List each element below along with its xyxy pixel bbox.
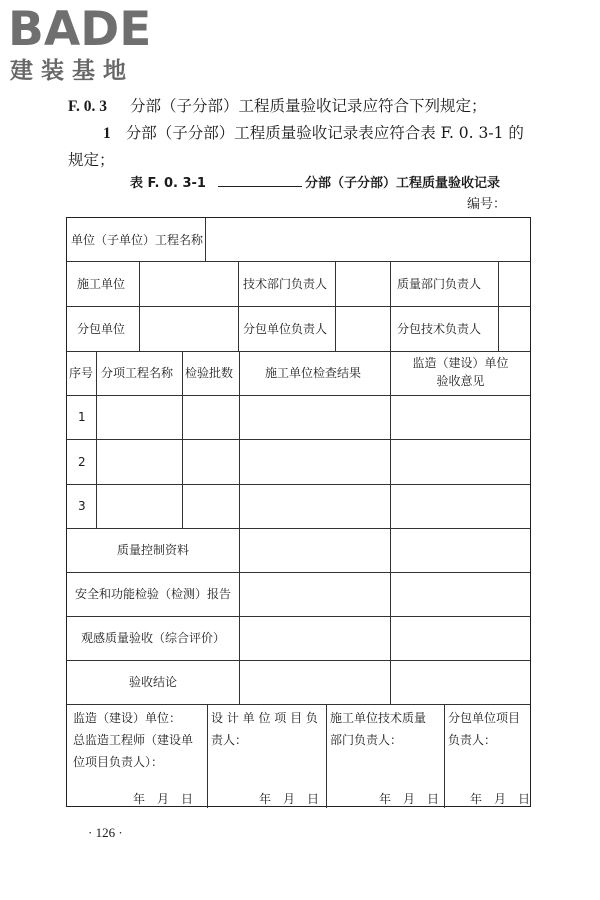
row-number-1: 1 [78, 410, 86, 424]
construction-date: 年 月 日 [379, 792, 440, 806]
col-divider [390, 351, 391, 704]
sub-head-label: 分包单位负责人 [243, 322, 328, 336]
col-divider [96, 351, 97, 528]
clause-number: 1 [103, 125, 111, 142]
supervision-date: 年 月 日 [133, 792, 194, 806]
construction-sign-line1: 施工单位技术质量 [330, 711, 427, 725]
quality-docs-label: 质量控制资料 [116, 543, 189, 557]
row-divider [67, 704, 530, 705]
page-number: · 126 · [88, 825, 123, 840]
clause-text: 分部（子分部）工程质量验收记录表应符合表 F. 0. 3-1 的 [125, 124, 524, 142]
row-divider [67, 439, 530, 440]
clause-1 [103, 121, 524, 143]
subcontract-date: 年 月 日 [470, 792, 531, 806]
safety-report-label: 安全和功能检验（检测）报告 [74, 587, 231, 601]
row-divider [67, 660, 530, 661]
col-divider [205, 218, 206, 261]
design-sign-line2: 责人： [211, 733, 248, 747]
table-number: 表 F. 0. 3-1 [130, 176, 206, 191]
conclusion-label: 验收结论 [128, 675, 177, 689]
col-divider [498, 261, 499, 351]
row-number-2: 2 [78, 455, 86, 469]
col-item-header: 分项工程名称 [101, 366, 174, 380]
col-divider [390, 261, 391, 351]
design-date: 年 月 日 [259, 792, 320, 806]
col-divider [238, 261, 239, 351]
tech-head-label: 技术部门负责人 [243, 277, 328, 291]
row-divider [67, 306, 530, 307]
appearance-label: 观感质量验收（综合评价） [80, 631, 225, 645]
logo-subtitle: 建装基地 [10, 58, 134, 84]
clause-continuation: 规定； [68, 151, 115, 169]
subcontract-sign-line1: 分包单位项目 [448, 711, 521, 725]
col-divider [335, 261, 336, 351]
col-opinion-header-line1: 监造（建设）单位 [412, 356, 509, 370]
design-sign-line1: 设 计 单 位 项 目 负 [211, 711, 318, 725]
title-blank-line [218, 174, 302, 187]
row-divider [67, 261, 530, 262]
section-text: 分部（子分部）工程质量验收记录应符合下列规定； [129, 97, 487, 115]
section-heading [68, 94, 487, 116]
row-divider [67, 616, 530, 617]
project-name-label: 单位（子单位）工程名称 [71, 233, 204, 247]
supervision-sign-line2: 总监造工程师（建设单 [73, 733, 194, 747]
row-divider [67, 572, 530, 573]
section-number: F. 0. 3 [68, 98, 108, 115]
col-divider [139, 261, 140, 351]
col-divider [326, 704, 327, 808]
col-divider [239, 351, 240, 704]
subcontractor-label: 分包单位 [77, 322, 126, 336]
sub-tech-head-label: 分包技术负责人 [397, 322, 482, 336]
serial-number-label: 编号： [467, 197, 507, 212]
row-divider [67, 528, 530, 529]
row-number-3: 3 [78, 499, 86, 513]
col-divider [207, 704, 208, 808]
table-title: 分部（子分部）工程质量验收记录 [304, 176, 500, 191]
construction-sign-line2: 部门负责人： [330, 733, 403, 747]
logo-brand: BADE [8, 2, 152, 57]
quality-head-label: 质量部门负责人 [397, 277, 482, 291]
col-opinion-header-line2: 验收意见 [436, 374, 485, 388]
supervision-sign-line1: 监造（建设）单位： [73, 711, 182, 725]
contractor-label: 施工单位 [77, 277, 126, 291]
acceptance-form-table [66, 217, 531, 807]
col-batch-header: 检验批数 [185, 366, 234, 380]
logo [8, 4, 178, 84]
col-result-header: 施工单位检查结果 [265, 366, 362, 380]
table-caption [130, 172, 500, 191]
row-divider [67, 395, 530, 396]
col-divider [182, 351, 183, 528]
subcontract-sign-line2: 负责人： [448, 733, 497, 747]
row-divider [67, 351, 530, 352]
col-divider [444, 704, 445, 808]
row-divider [67, 484, 530, 485]
col-seq-header: 序号 [69, 366, 94, 380]
supervision-sign-line3: 位项目负责人）： [73, 755, 164, 769]
